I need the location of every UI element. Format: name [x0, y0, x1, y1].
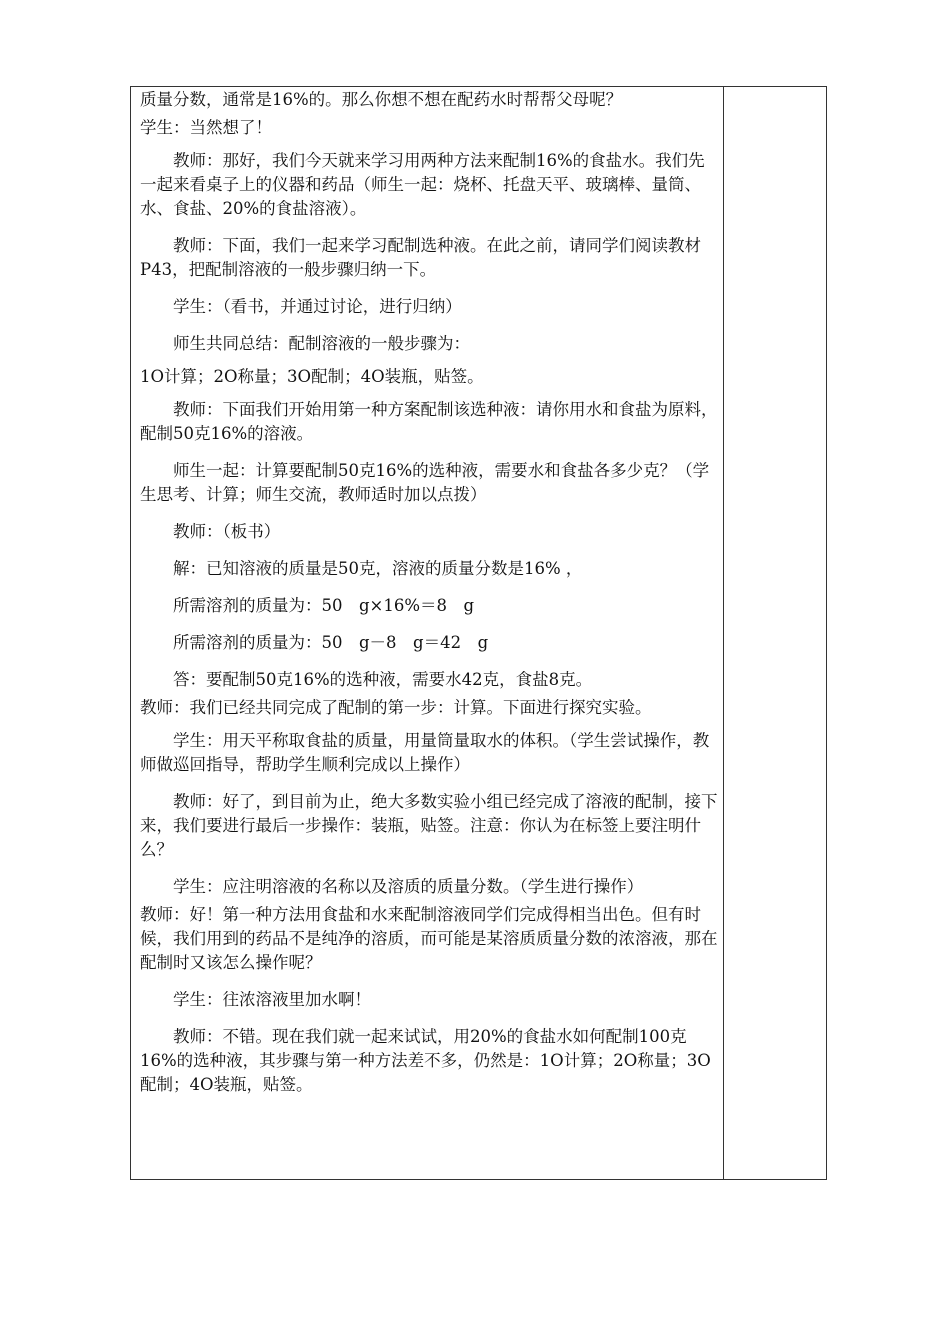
paragraph: 解：已知溶液的质量是50克，溶液的质量分数是16% ，	[173, 559, 583, 578]
paragraph: 质量分数，通常是16%的。那么你想不想在配药水时帮帮父母呢？	[140, 90, 623, 109]
paragraph: 教师：（板书）	[173, 522, 281, 541]
paragraph: 教师：下面，我们一起来学习配制选种液。在此之前，请同学们阅读教材P43，把配制溶液的一般步骤归纳一下。	[140, 236, 701, 279]
paragraph: 答：要配制50克16%的选种液，需要水42克，食盐8克。	[173, 670, 593, 689]
paragraph: 1O计算；2O称量；3O配制；4O装瓶，贴签。	[140, 367, 484, 386]
table-column-divider	[723, 86, 724, 1180]
paragraph: 师生一起：计算要配制50克16%的选种液，需要水和食盐各多少克？（学生思考、计算；师生交流，教师适时加以点拨）	[140, 461, 710, 504]
paragraph: 教师：我们已经共同完成了配制的第一步：计算。下面进行探究实验。	[140, 698, 652, 717]
paragraph: 教师：不错。现在我们就一起来试试，用20%的食盐水如何配制100克16%的选种液，其步骤与第一种方法差不多，仍然是：1O计算；2O称量；3O配制；4O装瓶，贴签。	[140, 1027, 711, 1094]
lesson-content	[140, 88, 718, 1097]
paragraph: 学生：应注明溶液的名称以及溶质的质量分数。（学生进行操作）	[173, 877, 644, 896]
paragraph: 学生：当然想了！	[140, 118, 272, 137]
paragraph: 师生共同总结：配制溶液的一般步骤为：	[173, 334, 470, 353]
paragraph: 教师：好！第一种方法用食盐和水来配制溶液同学们完成得相当出色。但有时候，我们用到的药品不是纯净的溶质，而可能是某溶质质量分数的浓溶液，那在配制时又该怎么操作呢？	[140, 905, 718, 972]
paragraph: 教师：下面我们开始用第一种方案配制该选种液：请你用水和食盐为原料，配制50克16%的溶液。	[140, 400, 718, 443]
paragraph: 学生：（看书，并通过讨论，进行归纳）	[173, 297, 462, 316]
paragraph: 所需溶剂的质量为：50 g－8 g＝42 g	[173, 633, 489, 652]
paragraph: 所需溶剂的质量为：50 g×16%＝8 g	[173, 596, 475, 615]
paragraph: 学生：往浓溶液里加水啊！	[173, 990, 371, 1009]
paragraph: 教师：好了，到目前为止，绝大多数实验小组已经完成了溶液的配制，接下来，我们要进行最后一步操作：装瓶，贴签。注意：你认为在标签上要注明什么？	[140, 792, 718, 859]
paragraph: 学生：用天平称取食盐的质量，用量筒量取水的体积。（学生尝试操作，教师做巡回指导，帮助学生顺利完成以上操作）	[140, 731, 710, 774]
paragraph: 教师：那好，我们今天就来学习用两种方法来配制16%的食盐水。我们先一起来看桌子上的仪器和药品（师生一起：烧杯、托盘天平、玻璃棒、量筒、水、食盐、20%的食盐溶液）。	[140, 151, 705, 218]
